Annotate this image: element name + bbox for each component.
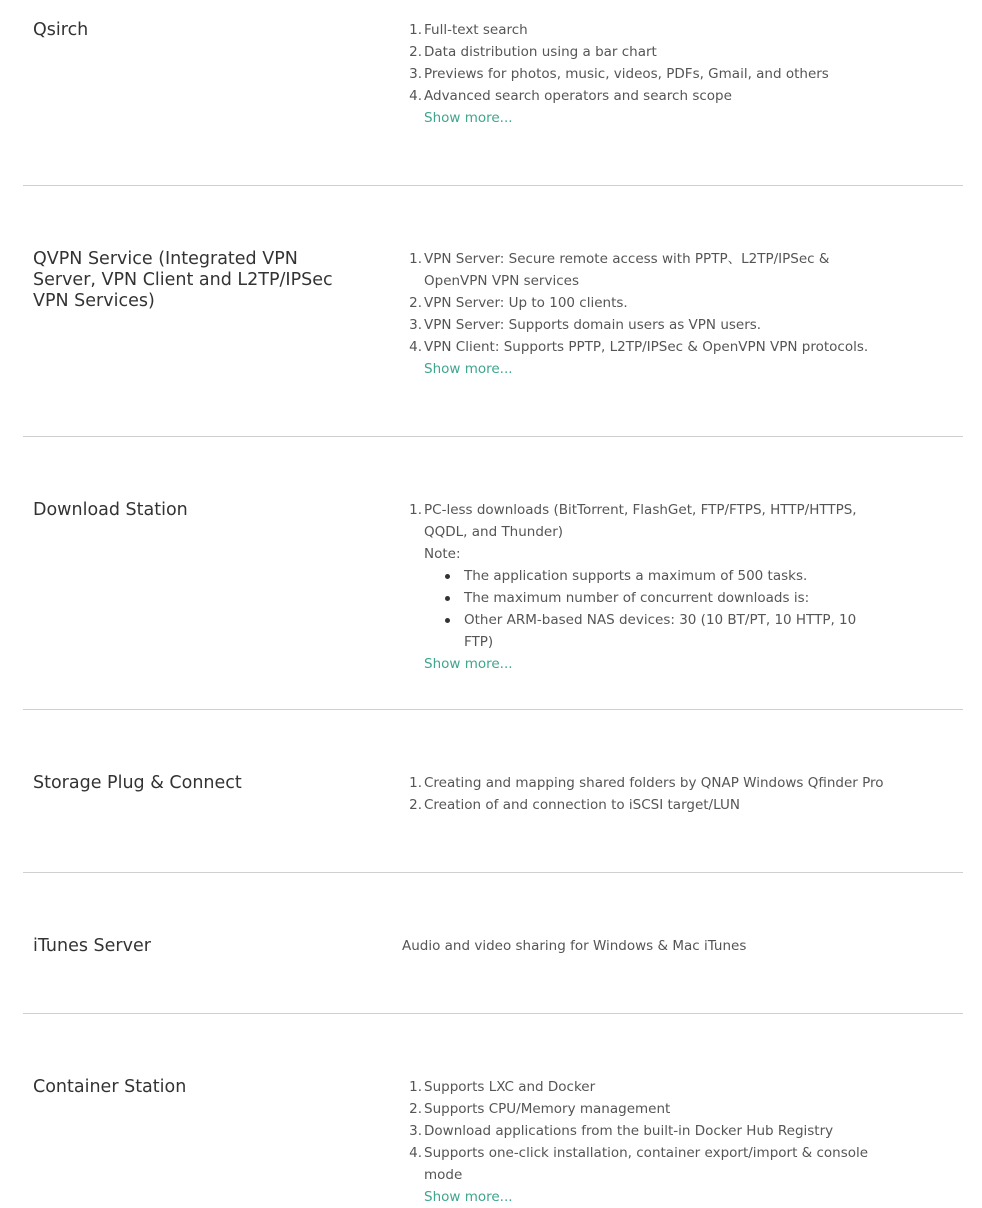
feature-list: [408, 499, 886, 543]
section-divider: [23, 872, 963, 873]
feature-desc-qvpn: [408, 248, 878, 380]
feature-list: [408, 1076, 898, 1186]
list-item: Full-text search: [424, 22, 528, 38]
list-item: Creation of and connection to iSCSI target/LUN: [424, 797, 740, 813]
show-more-link-qsirch[interactable]: Show more...: [424, 110, 513, 126]
note-list: [408, 565, 886, 653]
list-item: Supports one-click installation, container export/import & console mode: [424, 1145, 869, 1183]
list-item: Supports CPU/Memory management: [424, 1101, 671, 1117]
note-item: The maximum number of concurrent downloads is:: [464, 587, 886, 609]
section-divider: [23, 185, 963, 186]
list-item: Download applications from the built-in Docker Hub Registry: [424, 1123, 834, 1139]
feature-title-qvpn: QVPN Service (Integrated VPN Server, VPN Client and L2TP/IPSec VPN Services): [33, 249, 333, 311]
feature-title-download-station: Download Station: [33, 500, 188, 520]
note-item: The application supports a maximum of 500 tasks.: [464, 565, 886, 587]
feature-desc-download-station: [408, 499, 886, 675]
feature-title-storage-plug-connect: Storage Plug & Connect: [33, 773, 242, 793]
list-item: Previews for photos, music, videos, PDFs, Gmail, and others: [424, 66, 829, 82]
section-divider: [23, 436, 963, 437]
section-divider: [23, 1013, 963, 1014]
list-item: VPN Server: Up to 100 clients.: [424, 295, 628, 311]
feature-desc-container-station: [408, 1076, 898, 1208]
feature-list: [408, 19, 888, 107]
list-item: Advanced search operators and search scope: [424, 88, 732, 104]
list-item: Data distribution using a bar chart: [424, 44, 657, 60]
show-more-link-qvpn[interactable]: Show more...: [424, 361, 513, 377]
feature-list: [408, 772, 888, 816]
list-item: PC-less downloads (BitTorrent, FlashGet, FTP/FTPS, HTTP/HTTPS, QQDL, and Thunder): [424, 502, 857, 540]
list-item: VPN Server: Supports domain users as VPN users.: [424, 317, 762, 333]
note-label: Note:: [424, 546, 461, 562]
feature-list: [408, 248, 878, 358]
feature-desc-storage-plug-connect: [408, 772, 888, 816]
show-more-link-download-station[interactable]: Show more...: [424, 656, 513, 672]
list-item: Creating and mapping shared folders by QNAP Windows Qfinder Pro: [424, 775, 884, 791]
section-divider: [23, 709, 963, 710]
list-item: Supports LXC and Docker: [424, 1079, 596, 1095]
feature-title-itunes-server: iTunes Server: [33, 936, 151, 956]
feature-title-qsirch: Qsirch: [33, 20, 89, 40]
show-more-link-container-station[interactable]: Show more...: [424, 1189, 513, 1205]
feature-desc-qsirch: [408, 19, 888, 129]
list-item: VPN Client: Supports PPTP, L2TP/IPSec & OpenVPN VPN protocols.: [424, 339, 869, 355]
feature-title-container-station: Container Station: [33, 1077, 187, 1097]
list-item: VPN Server: Secure remote access with PPTP、L2TP/IPSec & OpenVPN VPN services: [424, 251, 830, 289]
feature-desc-itunes-server: Audio and video sharing for Windows & Mac iTunes: [402, 938, 747, 954]
note-item: Other ARM-based NAS devices: 30 (10 BT/PT, 10 HTTP, 10 FTP): [464, 609, 886, 653]
